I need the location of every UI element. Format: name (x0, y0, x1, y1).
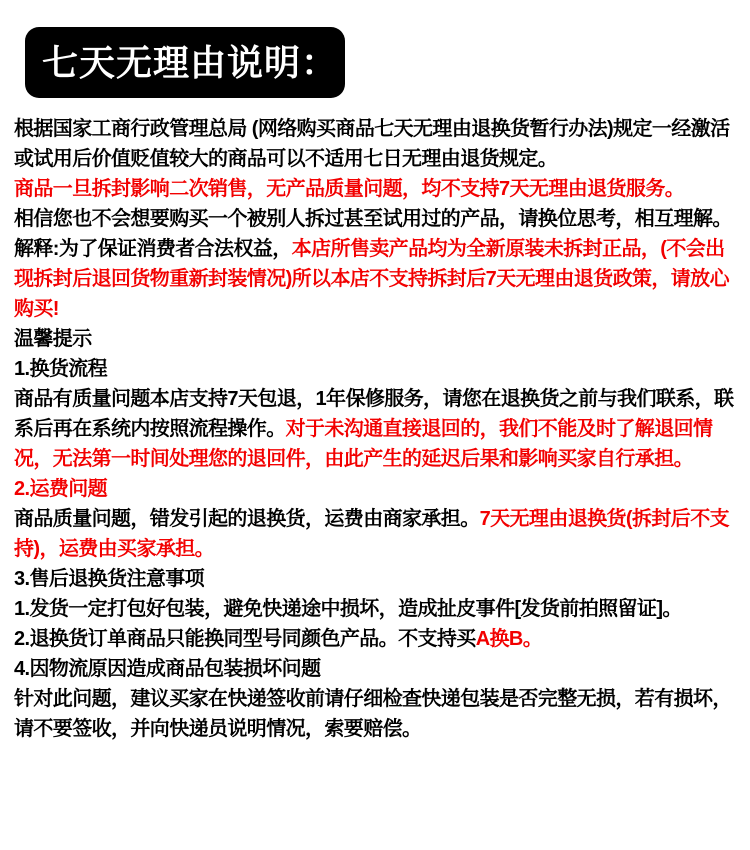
unseal-warning-red-line: 商品一旦拆封影响二次销售，无产品质量问题，均不支持7天无理由退货服务。 (14, 178, 685, 200)
explanation-paragraph (14, 234, 738, 324)
section4-heading: 4.因物流原因造成商品包装损坏问题 (14, 658, 321, 680)
section3-item1: 1.发货一定打包好包装，避免快递途中损坏，造成扯皮事件[发货前拍照留证]。 (14, 598, 682, 620)
page-title-box (25, 27, 345, 98)
section3-heading: 3.售后退换货注意事项 (14, 568, 205, 590)
tips-title: 温馨提示 (14, 328, 92, 350)
section1-paragraph (14, 384, 738, 474)
section2-paragraph (14, 504, 738, 564)
policy-intro-text: 根据国家工商行政管理总局 (网络购买商品七天无理由退换货暂行办法)规定一经激活或试用后价值贬值较大的商品可以不适用七日无理由退货规定。 (14, 118, 730, 170)
section4-paragraph: 针对此问题，建议买家在快递签收前请仔细检查快递包装是否完整无损，若有损坏，请不要签收，并向快递员说明情况，索要赔偿。 (14, 688, 732, 740)
explanation-lead: 解释:为了保证消费者合法权益， (14, 238, 292, 260)
section3-item2-black: 2.退换货订单商品只能换同型号同颜色产品。不支持买 (14, 628, 476, 650)
section3-item2 (14, 624, 738, 654)
section2-heading: 2.运费问题 (14, 478, 108, 500)
notice-content (0, 98, 750, 744)
explanation-red-text: 本店所售卖产品均为全新原装未拆封正品，(不会出现拆封后退回货物重新封装情况)所以本店不支持拆封后7天无理由退货政策，请放心购买! (14, 238, 729, 320)
section1-heading: 1.换货流程 (14, 358, 108, 380)
section2-red-text: 7天无理由退换货(拆封后不支持)，运费由买家承担。 (14, 508, 729, 560)
unseal-warning-paragraph (14, 174, 738, 234)
page-title: 七天无理由说明： (42, 42, 339, 83)
section2-black-text: 商品质量问题，错发引起的退换货，运费由商家承担。 (14, 508, 480, 530)
section3-item2-red: A换B。 (475, 628, 543, 650)
section1-black-text: 商品有质量问题本店支持7天包退，1年保修服务，请您在退换货之前与我们联系，联系后再在系统内按照流程操作。 (14, 388, 734, 440)
policy-intro-paragraph (14, 114, 738, 174)
section1-red-text: 对于未沟通直接退回的，我们不能及时了解退回情况，无法第一时间处理您的退回件，由此产生的延迟后果和影响买家自行承担。 (14, 418, 713, 470)
unseal-warning-black-line: 相信您也不会想要购买一个被别人拆过甚至试用过的产品，请换位思考，相互理解。 (14, 208, 732, 230)
